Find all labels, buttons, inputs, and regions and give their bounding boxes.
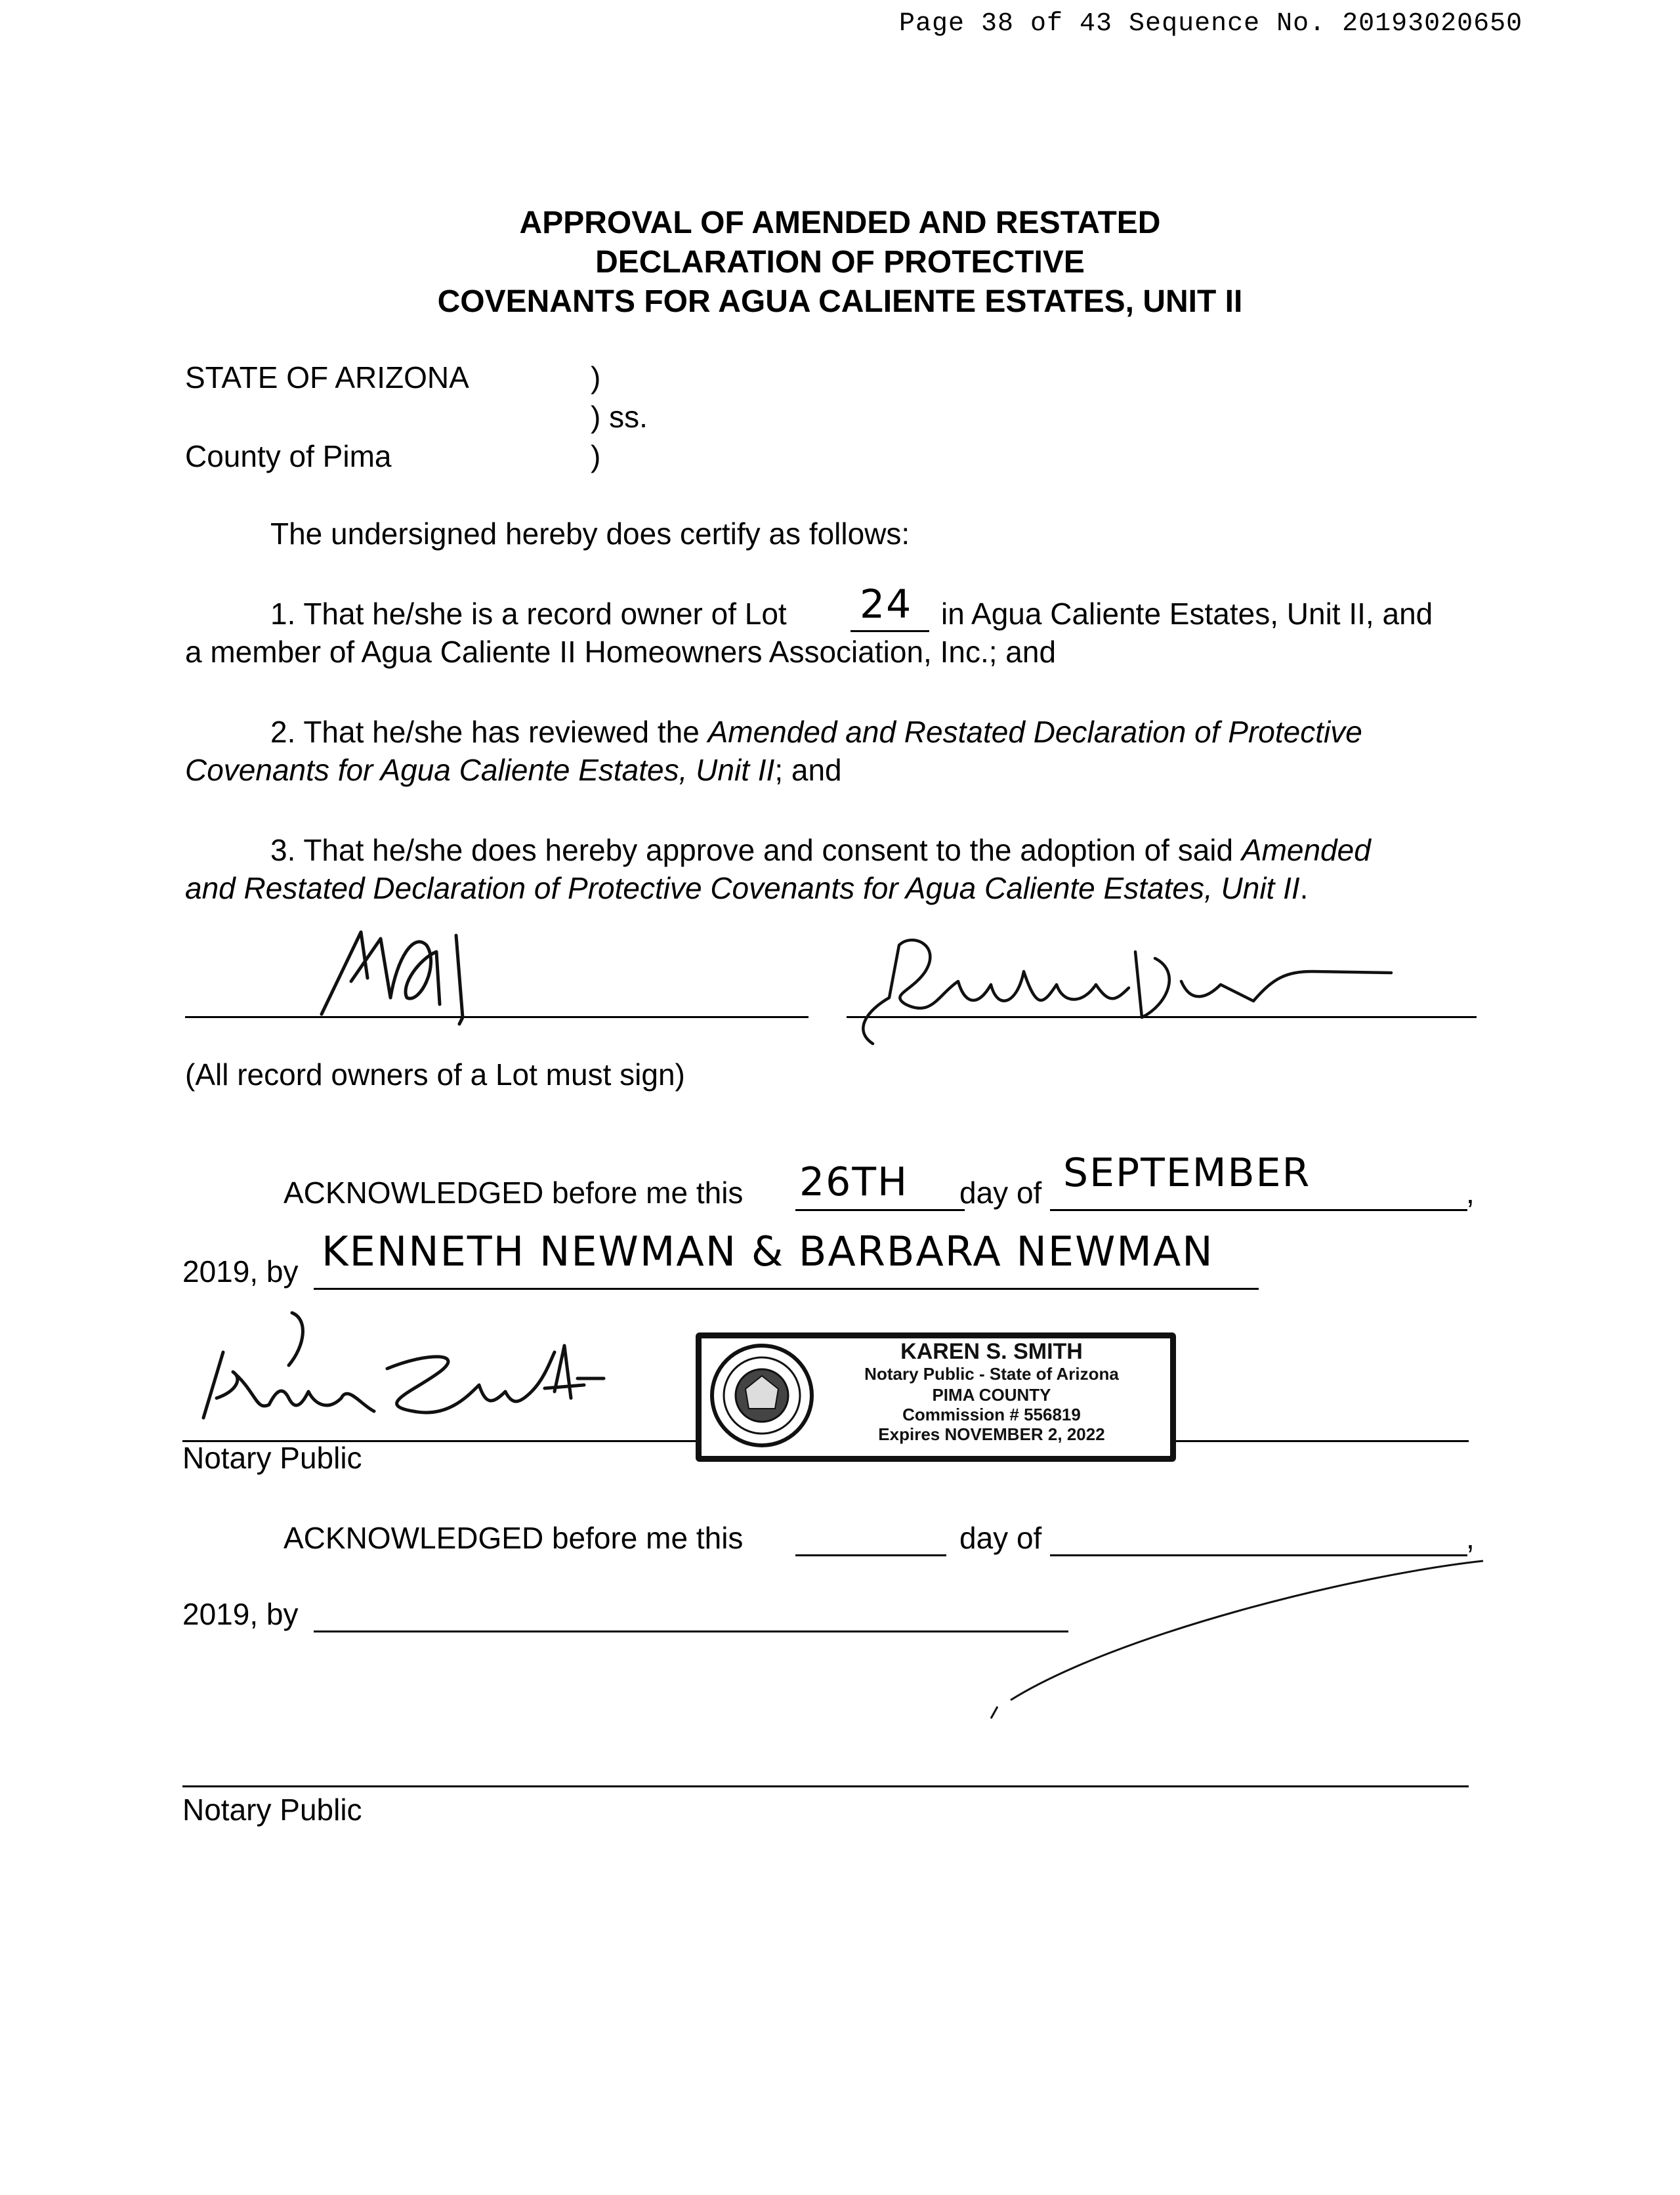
stamp-title: Notary Public - State of Arizona [864, 1364, 1119, 1384]
item-3-text [270, 832, 1371, 868]
venue-paren-3: ) [591, 439, 601, 473]
item-2-title-b: Covenants for Agua Caliente Estates, Unit II [185, 753, 775, 787]
ack-2-year-by: 2019, by [182, 1597, 299, 1631]
ack-1-day-of: day of [959, 1176, 1042, 1210]
ack-2-names-line [314, 1630, 1068, 1632]
stamp-commission: Commission # 556819 [902, 1405, 1081, 1424]
county-label: County of Pima [185, 439, 392, 473]
notary-2-label: Notary Public [182, 1793, 362, 1827]
page-sequence-header: Page 38 of 43 Sequence No. 20193020650 [899, 9, 1523, 39]
item-2-text-line-2 [185, 752, 842, 788]
item-2-end: ; and [774, 753, 842, 787]
lot-blank-line [850, 630, 929, 632]
all-owners-note: (All record owners of a Lot must sign) [185, 1057, 685, 1092]
ack-1-year-by: 2019, by [182, 1254, 299, 1289]
arizona-seal-icon [706, 1343, 818, 1448]
notary-stamp [696, 1332, 1176, 1462]
title-line-2: DECLARATION OF PROTECTIVE [595, 245, 1085, 280]
notary-1-label: Notary Public [182, 1441, 362, 1475]
item-2-lead: 2. That he/she has reviewed the [270, 715, 700, 749]
ack-1-comma: , [1466, 1176, 1475, 1210]
item-3-lead: 3. That he/she does hereby approve and consent to the adoption of said [270, 833, 1234, 867]
owner-signature-2 [827, 932, 1404, 1057]
ack-1-day-handwritten: 26TH [799, 1159, 909, 1205]
stamp-expiration: Expires NOVEMBER 2, 2022 [878, 1424, 1105, 1444]
item-1-text: 1. That he/she is a record owner of Lot [270, 597, 787, 631]
notary-2-signature-line [182, 1785, 1469, 1787]
item-3-text-line-2 [185, 870, 1308, 906]
cancellation-mark [984, 1556, 1509, 1726]
state-label: STATE OF ARIZONA [185, 360, 469, 394]
venue-paren-1: ) [591, 360, 601, 394]
owner-signature-1 [315, 919, 499, 1031]
ack-1-day-line [795, 1209, 965, 1211]
item-2-title-a: Amended and Restated Declaration of Protective [707, 715, 1362, 749]
lot-number-handwritten: 24 [860, 582, 913, 628]
item-1-text-cont: in Agua Caliente Estates, Unit II, and [941, 597, 1433, 631]
ack-2-day-line [795, 1554, 946, 1556]
stamp-county: PIMA COUNTY [932, 1385, 1051, 1405]
item-2-text [270, 714, 1362, 750]
item-3-title-a: Amended [1241, 833, 1371, 867]
stamp-name: KAREN S. SMITH [900, 1339, 1083, 1364]
notary-1-signature [177, 1306, 637, 1438]
ack-2-label: ACKNOWLEDGED before me this [284, 1521, 744, 1555]
ack-1-month-line [1050, 1209, 1467, 1211]
ack-2-day-of: day of [959, 1521, 1042, 1555]
ack-1-names-line [314, 1288, 1259, 1290]
item-1-text-line-2: a member of Agua Caliente II Homeowners Association, Inc.; and [185, 635, 1057, 669]
item-3-title-b: and Restated Declaration of Protective Covenants for Agua Caliente Estates, Unit II [185, 871, 1300, 905]
ack-1-names-handwritten: KENNETH NEWMAN & BARBARA NEWMAN [322, 1227, 1214, 1275]
title-line-3: COVENANTS FOR AGUA CALIENTE ESTATES, UNIT II [437, 284, 1243, 319]
ack-2-comma: , [1466, 1521, 1475, 1555]
ack-1-month-handwritten: SEPTEMBER [1063, 1150, 1311, 1196]
title-line-1: APPROVAL OF AMENDED AND RESTATED [519, 205, 1161, 240]
item-3-end: . [1299, 871, 1309, 905]
venue-paren-ss: ) ss. [591, 400, 648, 434]
intro-text: The undersigned hereby does certify as follows: [270, 517, 910, 551]
ack-1-label: ACKNOWLEDGED before me this [284, 1176, 744, 1210]
